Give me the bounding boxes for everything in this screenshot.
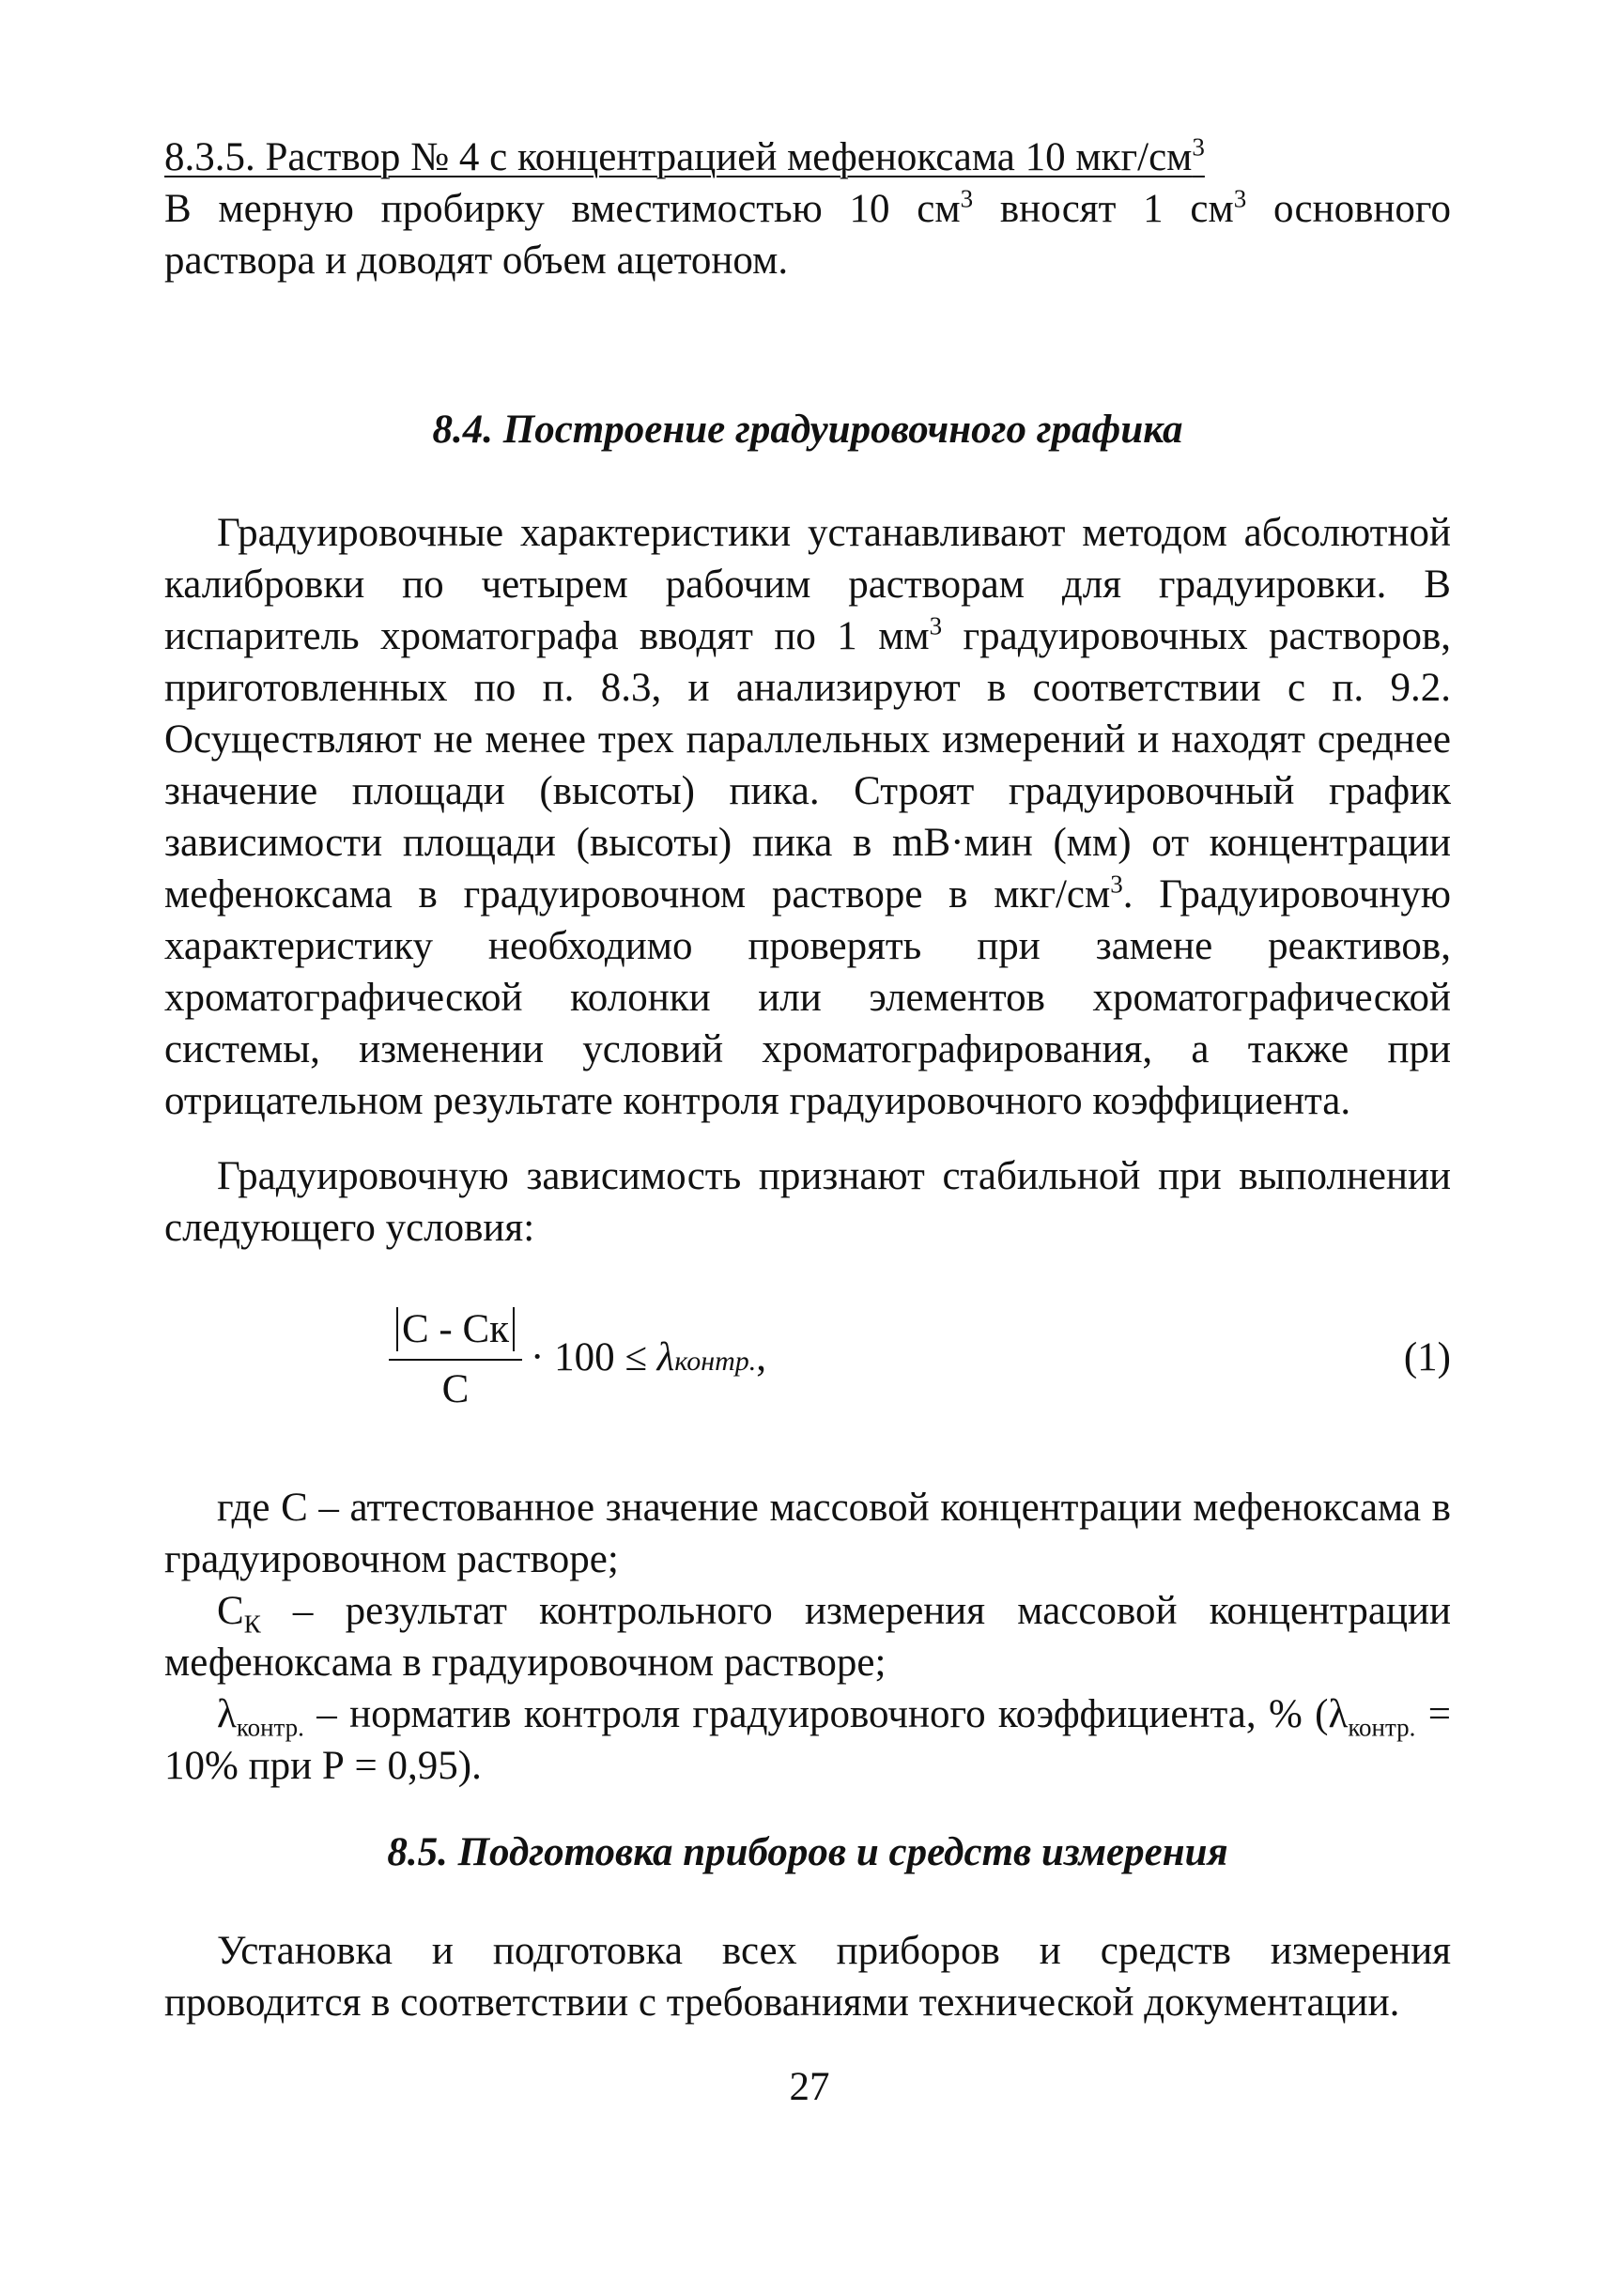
page-number: 27	[789, 2065, 830, 2109]
section-84-paragraph-2: Градуировочную зависимость признают стабильной при выполнении следующего условия:	[164, 1154, 1451, 1250]
section-835-body: В мерную пробирку вместимостью 10 $см^3$ вносят 1 $см^3$ основного раствора и доводят объем ацетоном.	[164, 184, 1451, 283]
section-85-heading: 8.5. Подготовка приборов и средств измерения	[387, 1830, 1228, 1874]
formula-1	[385, 1301, 1451, 1432]
section-835-title-text: 8.3.5. Раствор № 4 с концентрацией мефеноксама 10 мкг/$см^3$	[164, 132, 1205, 179]
section-84-paragraph-1: Градуировочные характеристики устанавливают методом абсолютной калибровки по четырем рабочим растворам для градуировки. В испаритель хроматографа вводят по 1 $мм^3$ градуировочных растворов, приготовленных по п. 8.3, и анализируют в соответствии с п. 9.2. Осуществляют не менее трех параллельных измерений и находят среднее значение площади (высоты) пика. Строят градуировочный график зависимости площади (высоты) пика в mB·мин (мм) от концентрации мефеноксама в градуировочном растворе в мкг/$см^3$. Градуировочную характеристику необходимо проверять при замене реактивов, хроматографической колонки или элементов хроматографической системы, изменении условий хроматографирования, а также при отрицательном результате контроля градуировочного коэффициента.	[164, 511, 1452, 1123]
formula-rhs: · 100 ≤ λконтр.,	[531, 1335, 766, 1379]
formula-number: (1)	[1403, 1335, 1451, 1379]
formula-denominator: C	[441, 1367, 470, 1411]
section-835-title	[164, 131, 1451, 183]
section-84-heading: 8.4. Построение градуировочного графика	[432, 408, 1183, 452]
definition-ck: $С_К$ – результат контрольного измерения массовой концентрации мефеноксама в градуировочном растворе;	[164, 1589, 1451, 1685]
formula-numerator: C - Cк	[396, 1307, 515, 1351]
formula-fraction	[385, 1301, 526, 1419]
definition-c: где С – аттестованное значение массовой концентрации мефеноксама в градуировочном растворе;	[164, 1486, 1451, 1581]
section-85-paragraph: Установка и подготовка всех приборов и средств измерения проводится в соответствии с требованиями технической документации.	[164, 1929, 1451, 2025]
definition-lambda: $\lambda_{контр.}$ – норматив контроля градуировочного коэффициента, % ($\lambda_{контр.} = 10\%$ при Р = 0,95).	[164, 1692, 1451, 1788]
